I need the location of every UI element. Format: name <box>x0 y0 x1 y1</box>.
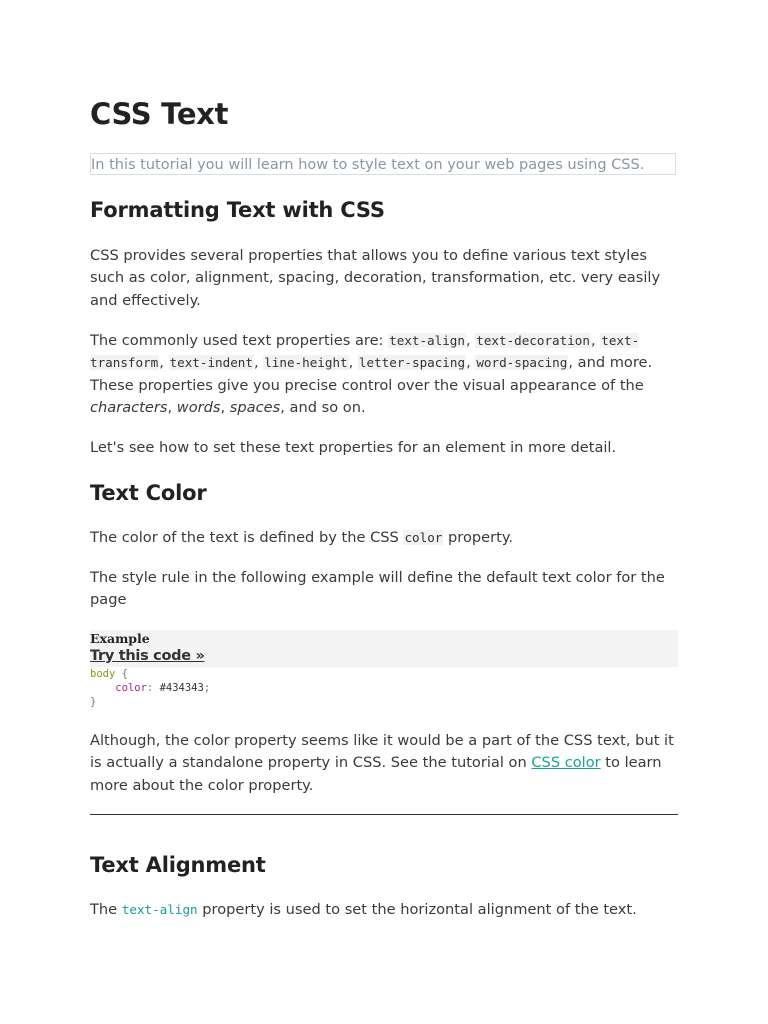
color-lead-text: The color of the text is defined by the CSS <box>90 529 404 546</box>
code-property: color <box>115 682 147 694</box>
section-heading-formatting: Formatting Text with CSS <box>90 198 385 222</box>
intro-summary: In this tutorial you will learn how to style text on your web pages using CSS. <box>90 153 676 175</box>
formatting-paragraph-2: The commonly used text properties are: text-align, text-decoration, text-transform, text-indent, line-height, letter-spacing, word-spacing, and more. These properties give you precise control over the visual appearance of the characters, words, spaces, and so on. <box>90 332 653 416</box>
section-heading-text-color: Text Color <box>90 481 207 505</box>
code-letter-spacing: letter-spacing <box>358 355 466 371</box>
color-note-lead: Although, the color property seems like it would be a part of the CSS text, but it is actually a standalone property in CSS. See the tutorial on <box>90 732 674 772</box>
example-label: Example <box>90 631 150 646</box>
color-paragraph-2: The style rule in the following example will define the default text color for the page <box>90 569 665 609</box>
code-word-spacing: word-spacing <box>476 355 568 371</box>
section-divider <box>90 814 678 815</box>
code-selector: body <box>90 668 116 680</box>
properties-tail-text: , and more. These properties give you precise control over the visual appearance of the <box>90 354 653 394</box>
code-value: #434343 <box>159 682 204 694</box>
color-paragraph-3 <box>90 730 678 797</box>
alignment-paragraph-1 <box>90 899 678 921</box>
code-open-brace: { <box>121 668 128 680</box>
section-heading-text-alignment: Text Alignment <box>90 853 266 877</box>
css-color-link[interactable]: CSS color <box>531 754 601 772</box>
properties-end-text: , and so on. <box>280 398 366 416</box>
color-paragraph-1 <box>90 527 678 549</box>
code-example: body { color: #434343; } <box>90 668 211 708</box>
emphasis-characters: characters <box>90 398 168 416</box>
code-text-align-teal: text-align <box>121 902 198 917</box>
emphasis-words: words <box>176 398 221 416</box>
code-text-align: text-align <box>389 333 465 348</box>
formatting-paragraph-3: Let's see how to set these text properties for an element in more detail. <box>90 439 617 456</box>
code-text-decoration: text-decoration <box>476 333 590 348</box>
code-line-height: line-height <box>264 355 348 371</box>
color-note-tail: to learn more about the color property. <box>90 754 662 794</box>
code-color: color <box>404 530 443 545</box>
color-tail-text: property. <box>443 529 514 546</box>
formatting-paragraph-1: CSS provides several properties that allows you to define various text styles such as color, alignment, spacing, decoration, transformation, etc. very easily and effectively. <box>90 247 661 309</box>
page-title: CSS Text <box>90 97 229 131</box>
code-text-indent: text-indent <box>169 355 253 371</box>
emphasis-spaces: spaces <box>229 398 281 416</box>
try-this-code-link[interactable]: Try this code » <box>90 648 205 664</box>
alignment-tail-text: property is used to set the horizontal alignment of the text. <box>197 901 637 918</box>
code-text-transform: text-transform <box>90 333 640 371</box>
code-close-brace: } <box>90 696 97 708</box>
alignment-lead-text: The <box>90 901 122 918</box>
properties-lead-text: The commonly used text properties are: <box>90 332 389 349</box>
